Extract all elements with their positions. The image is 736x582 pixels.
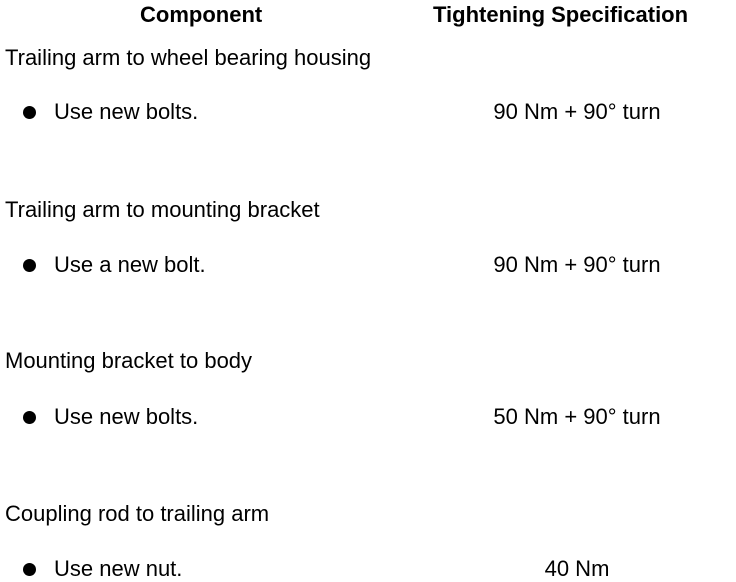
tightening-spec: 50 Nm + 90° turn [493, 404, 661, 429]
table-row [0, 556, 736, 582]
column-header-component: Component [140, 2, 263, 27]
component-name: Coupling rod to trailing arm [5, 501, 270, 526]
component-note: Use new nut. [54, 556, 183, 581]
bullet-icon [23, 411, 36, 424]
component-note: Use new bolts. [54, 404, 199, 429]
component-note: Use a new bolt. [54, 252, 206, 277]
component-note: Use new bolts. [54, 99, 199, 124]
component-name: Trailing arm to wheel bearing housing [5, 45, 372, 70]
tightening-spec: 40 Nm [544, 556, 610, 581]
component-name: Mounting bracket to body [5, 348, 253, 373]
tightening-spec: 90 Nm + 90° turn [493, 252, 661, 277]
bullet-icon [23, 563, 36, 576]
bullet-icon [23, 106, 36, 119]
bullet-icon [23, 259, 36, 272]
table-row [0, 404, 736, 430]
tightening-spec: 90 Nm + 90° turn [493, 99, 661, 124]
component-name: Trailing arm to mounting bracket [5, 197, 320, 222]
table-row [0, 252, 736, 278]
column-header-specification: Tightening Specification [433, 2, 689, 27]
table-row [0, 99, 736, 125]
